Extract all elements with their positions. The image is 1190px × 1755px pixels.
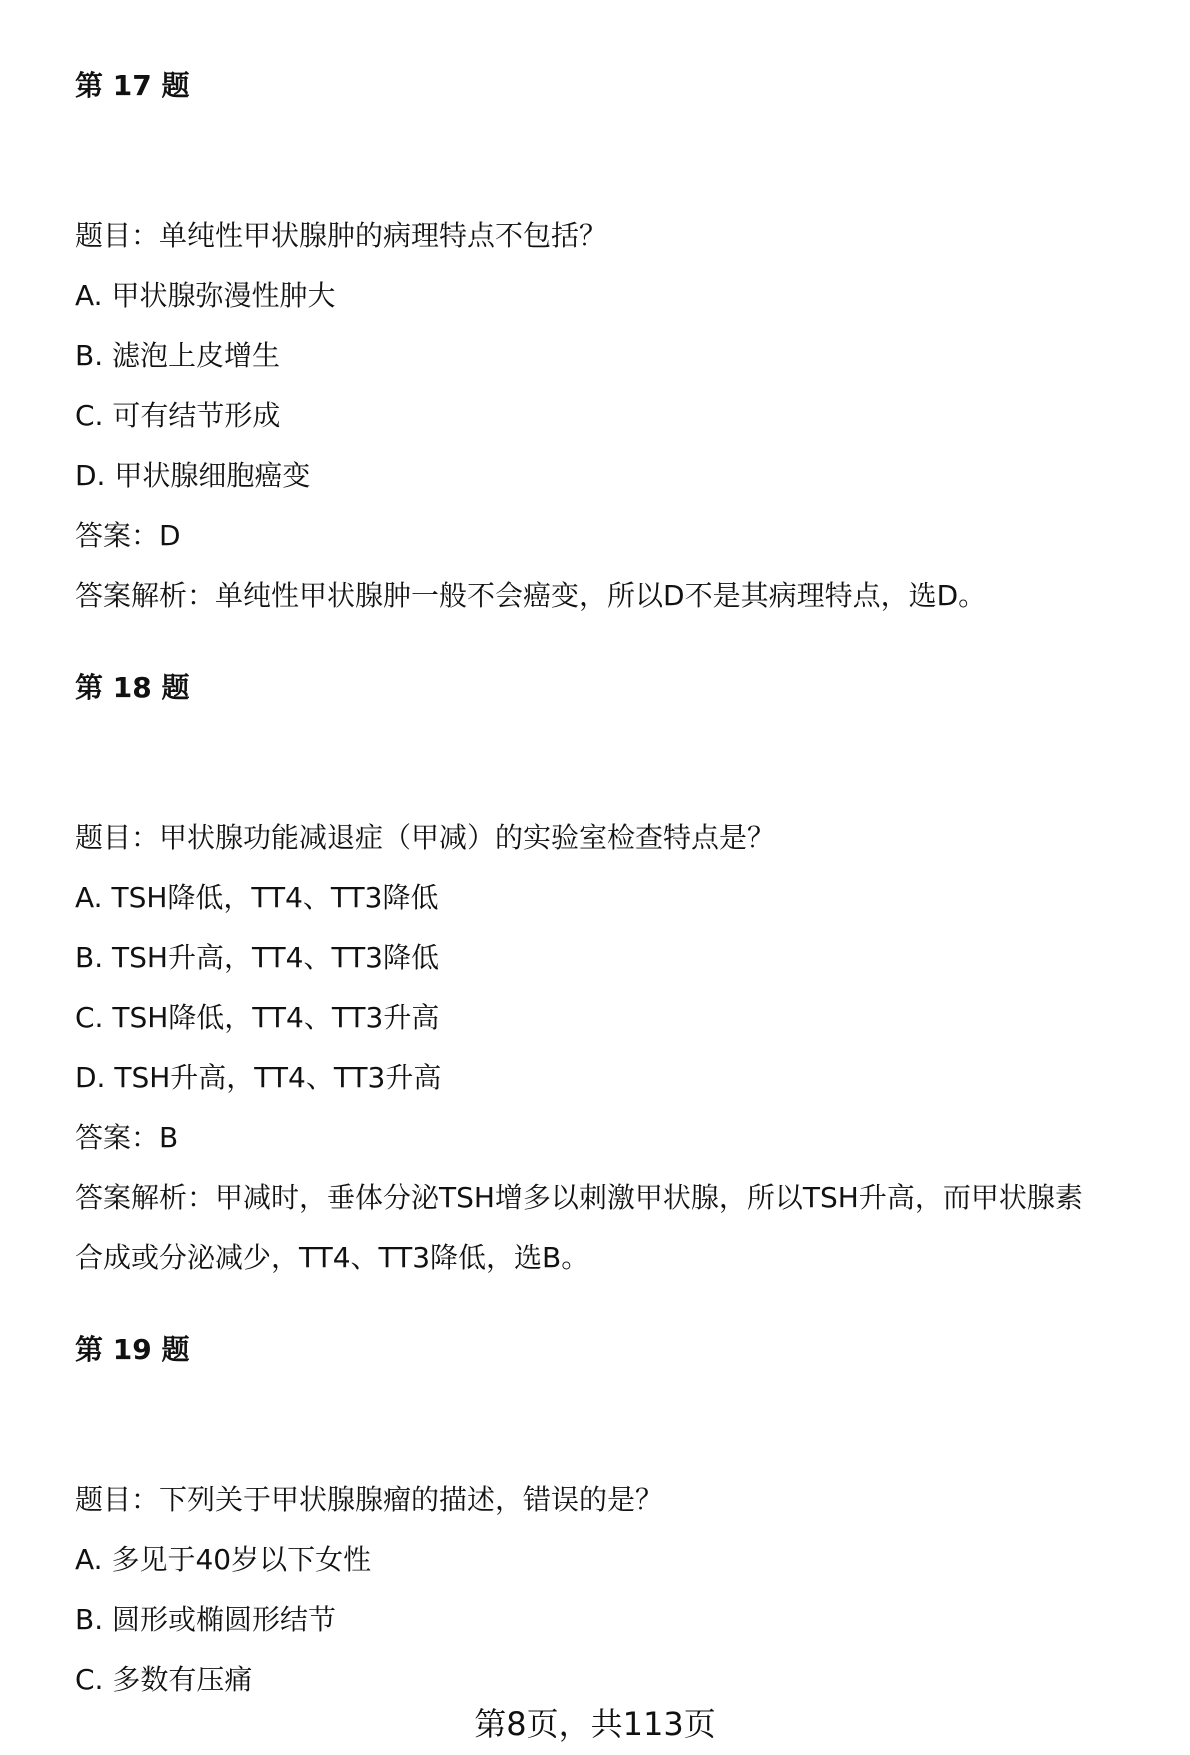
question-17-option-a: A. 甲状腺弥漫性肿大 (75, 279, 336, 312)
question-18-answer: 答案：B (75, 1121, 179, 1154)
question-17-option-b: B. 滤泡上皮增生 (75, 339, 281, 372)
question-19-option-c: C. 多数有压痛 (75, 1663, 253, 1696)
question-17-heading: 第 17 题 (75, 69, 190, 102)
question-17-stem: 题目：单纯性甲状腺肿的病理特点不包括？ (75, 219, 608, 252)
question-19-stem: 题目：下列关于甲状腺腺瘤的描述，错误的是？ (75, 1483, 664, 1516)
question-19-heading: 第 19 题 (75, 1333, 190, 1366)
question-18-option-c: C. TSH降低，TT4、TT3升高 (75, 1001, 440, 1034)
question-17-analysis: 答案解析：单纯性甲状腺肿一般不会癌变，所以D不是其病理特点，选D。 (75, 579, 987, 612)
question-18-stem: 题目：甲状腺功能减退症（甲减）的实验室检查特点是？ (75, 821, 776, 854)
question-17-option-c: C. 可有结节形成 (75, 399, 281, 432)
question-17-option-d: D. 甲状腺细胞癌变 (75, 459, 311, 492)
question-18-option-a: A. TSH降低，TT4、TT3降低 (75, 881, 439, 914)
question-18-heading: 第 18 题 (75, 671, 190, 704)
question-18-analysis-line-2: 合成或分泌减少，TT4、TT3降低，选B。 (75, 1241, 590, 1274)
question-19-option-a: A. 多见于40岁以下女性 (75, 1543, 372, 1576)
question-18-analysis-line-1: 答案解析：甲减时，垂体分泌TSH增多以刺激甲状腺，所以TSH升高，而甲状腺素 (75, 1181, 1083, 1214)
question-17-answer: 答案：D (75, 519, 181, 552)
question-19-option-b: B. 圆形或椭圆形结节 (75, 1603, 337, 1636)
question-18-option-d: D. TSH升高，TT4、TT3升高 (75, 1061, 442, 1094)
page-number-footer: 第8页，共113页 (474, 1705, 716, 1743)
question-18-option-b: B. TSH升高，TT4、TT3降低 (75, 941, 440, 974)
